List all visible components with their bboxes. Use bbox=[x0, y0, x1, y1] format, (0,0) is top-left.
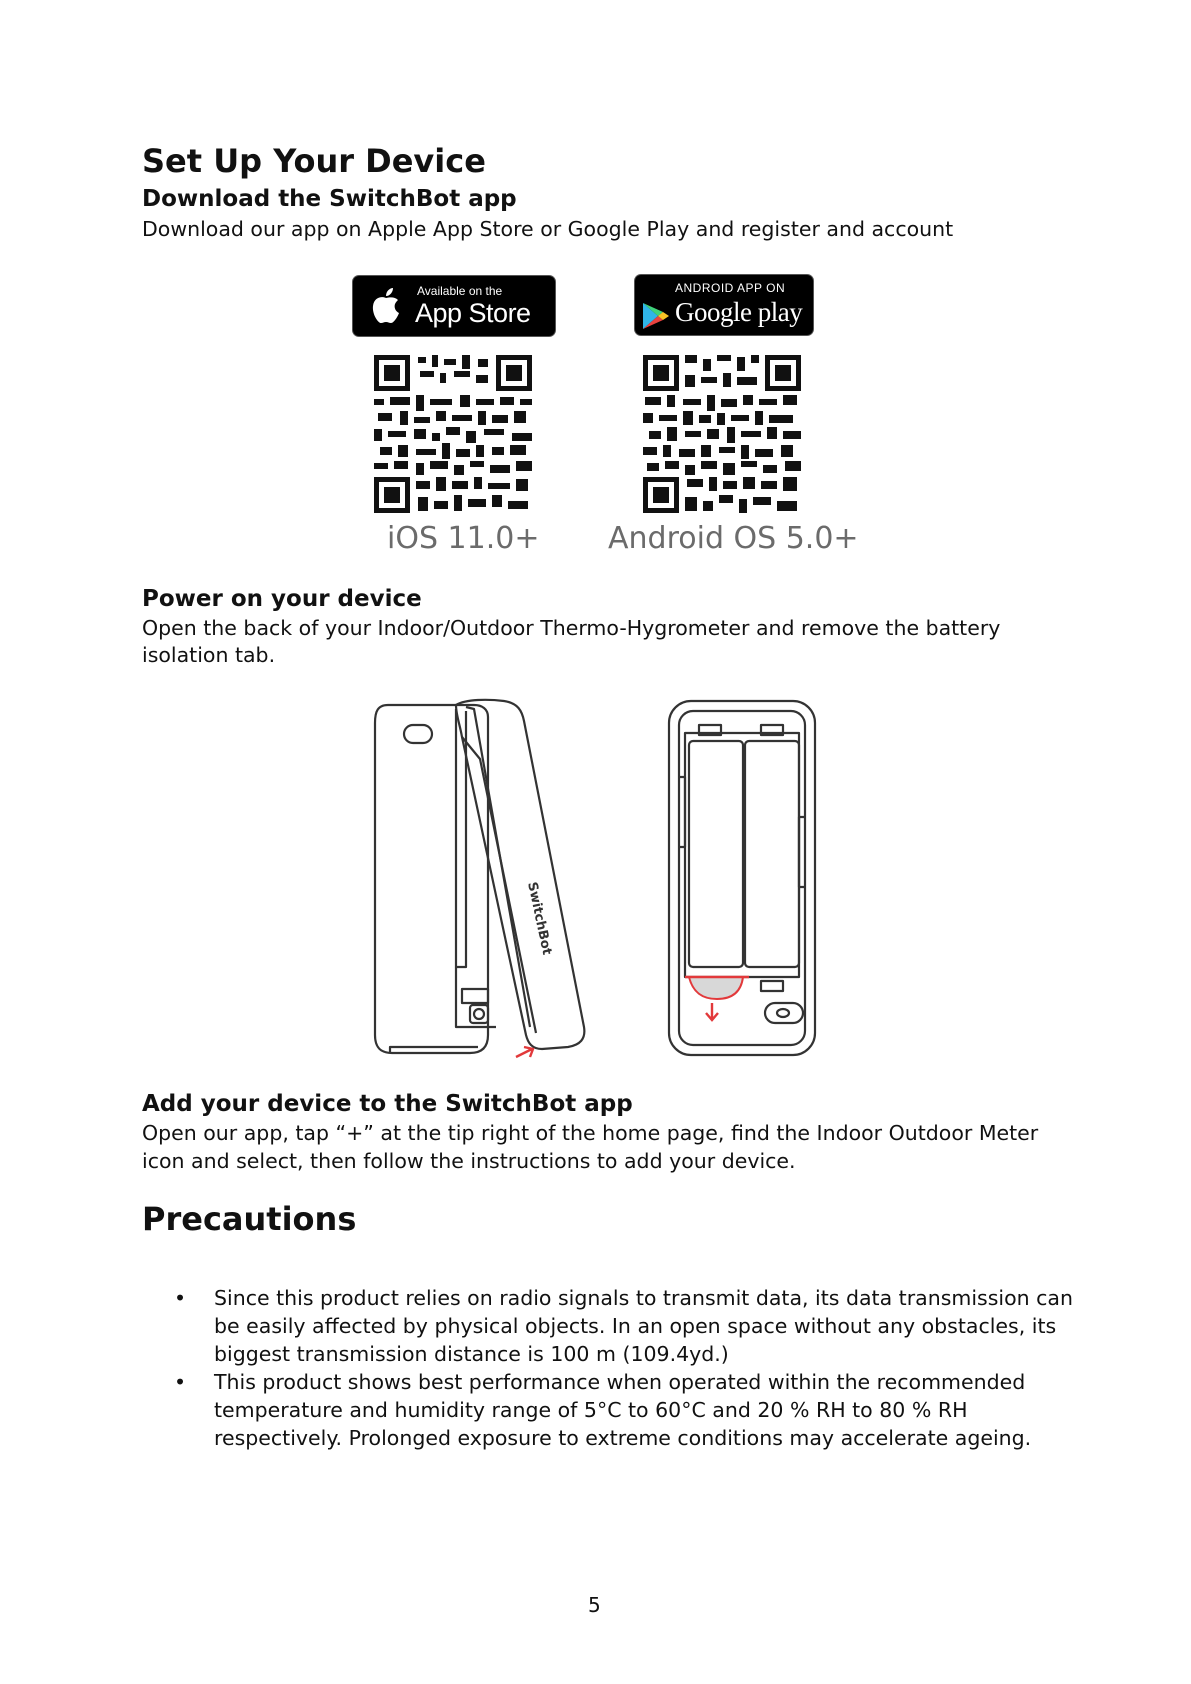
power-heading: Power on your device bbox=[142, 586, 422, 612]
precaution-item bbox=[142, 1368, 1102, 1452]
precaution-line: biggest transmission distance is 100 m (109.4yd.) bbox=[214, 1342, 729, 1366]
add-device-text-line1: Open our app, tap “+” at the tip right of the home page, find the Indoor Outdoor Meter bbox=[142, 1121, 1039, 1145]
bullet: • bbox=[174, 1286, 187, 1310]
apple-icon bbox=[370, 287, 402, 325]
precaution-line: be easily affected by physical objects. In an open space without any obstacles, its bbox=[214, 1314, 1057, 1338]
precautions-list bbox=[142, 1284, 1102, 1452]
open-direction-arrow-icon bbox=[516, 1047, 533, 1057]
download-heading: Download the SwitchBot app bbox=[142, 186, 517, 212]
google-play-badge[interactable] bbox=[634, 274, 814, 336]
power-text-line2: isolation tab. bbox=[142, 643, 276, 667]
device-brand-label: SwitchBot bbox=[524, 880, 555, 957]
google-play-icon bbox=[641, 301, 671, 331]
precaution-line: Since this product relies on radio signals to transmit data, its data transmission can bbox=[214, 1286, 1073, 1310]
google-play-small-label: ANDROID APP ON bbox=[675, 281, 786, 295]
precaution-line: This product shows best performance when operated within the recommended bbox=[214, 1370, 1026, 1394]
setup-title: Set Up Your Device bbox=[142, 142, 486, 180]
download-text: Download our app on Apple App Store or Google Play and register and account bbox=[142, 217, 954, 241]
pull-tab-arrow-icon bbox=[706, 1003, 718, 1020]
precaution-line: temperature and humidity range of 5°C to 60°C and 20 % RH to 80 % RH bbox=[214, 1398, 968, 1422]
ios-qr-code bbox=[374, 355, 532, 513]
power-text-line1: Open the back of your Indoor/Outdoor Thermo-Hygrometer and remove the battery bbox=[142, 616, 1001, 640]
ios-version-caption: iOS 11.0+ bbox=[387, 521, 540, 556]
app-store-badge[interactable] bbox=[352, 275, 556, 337]
device-opening-illustration bbox=[370, 697, 596, 1061]
precaution-item bbox=[142, 1284, 1102, 1368]
add-device-text-line2: icon and select, then follow the instructions to add your device. bbox=[142, 1149, 796, 1173]
battery-compartment-illustration bbox=[665, 697, 819, 1061]
page-number: 5 bbox=[588, 1593, 601, 1617]
app-store-big-label: App Store bbox=[415, 298, 531, 328]
add-device-heading: Add your device to the SwitchBot app bbox=[142, 1091, 633, 1117]
app-store-small-label: Available on the bbox=[417, 284, 503, 298]
precaution-line: respectively. Prolonged exposure to extreme conditions may accelerate ageing. bbox=[214, 1426, 1032, 1450]
android-qr-code bbox=[643, 355, 801, 513]
android-version-caption: Android OS 5.0+ bbox=[608, 521, 859, 556]
bullet: • bbox=[174, 1370, 187, 1394]
precautions-title: Precautions bbox=[142, 1200, 357, 1238]
google-play-big-label: Google play bbox=[675, 297, 803, 327]
